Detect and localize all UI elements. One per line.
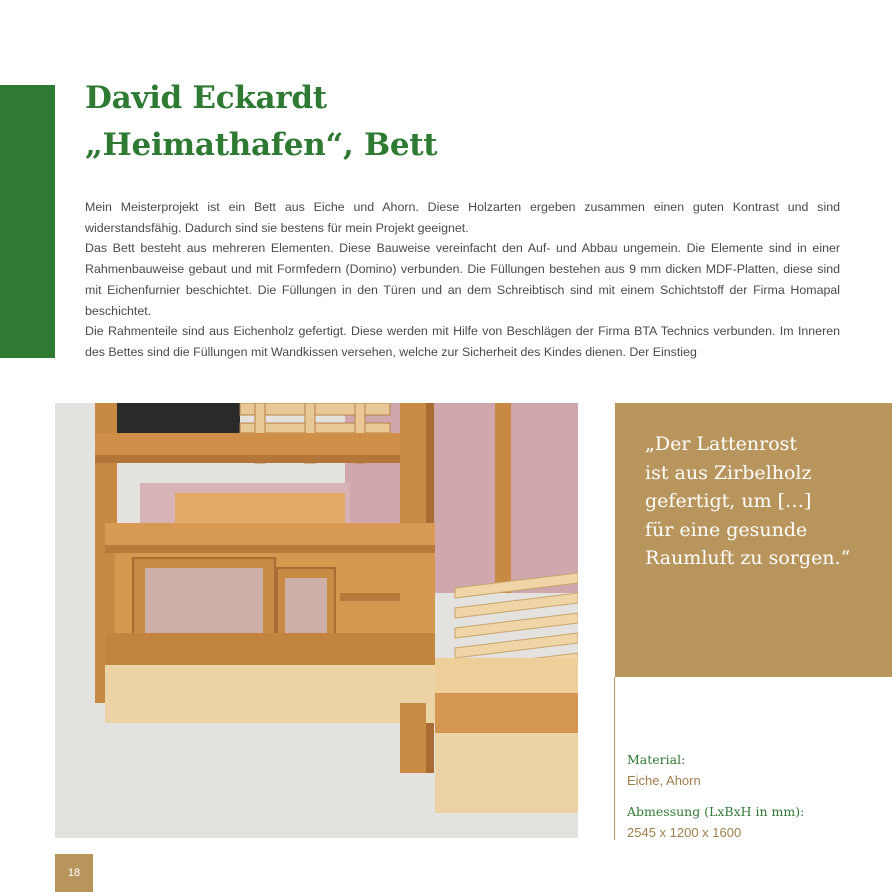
author-name: David Eckardt [85, 80, 327, 116]
project-title: „Heimathafen“, Bett [85, 127, 438, 163]
paragraph-2: Das Bett besteht aus mehreren Elementen. Diese Bauweise vereinfacht den Auf- und Abbau ungemein. Die Elemente sind in einer Rahmenbauweise gebaut und mit Formfedern (Domino) verbunden. Die Füllungen bestehen aus 9 mm dicken MDF-Platten, diese sind mit Eichenfurnier beschichtet. Die Füllungen in den Türen und an dem Schreibtisch sind mit einem Schichtstoff der Firma Homapal beschichtet. [85, 241, 840, 318]
body-text [85, 197, 840, 363]
paragraph-3: Die Rahmenteile sind aus Eichenholz gefertigt. Diese werden mit Hilfe von Beschlägen der Firma BTA Technics verbunden. Im Inneren des Bettes sind die Füllungen mit Wandkissen versehen, welche zur Sicherheit des Kindes dienen. Der Einstieg [85, 324, 840, 359]
pull-quote-box [615, 403, 892, 677]
pull-quote-text: „Der Lattenrost ist aus Zirbelholz gefertigt, um […] für eine gesunde Raumluft zu sorgen.“ [645, 433, 851, 569]
material-value: Eiche, Ahorn [627, 773, 701, 788]
dimension-label: Abmessung (LxBxH in mm): [627, 804, 805, 819]
paragraph-1: Mein Meisterprojekt ist ein Bett aus Eiche und Ahorn. Diese Holzarten ergeben zusammen einen guten Kontrast und sind widerstandsfähig. Dadurch sind sie bestens für mein Projekt geeignet. [85, 200, 840, 235]
page-number: 18 [55, 854, 93, 892]
spec-divider [614, 677, 615, 840]
accent-bar [0, 85, 55, 358]
dimension-value: 2545 x 1200 x 1600 [627, 825, 742, 840]
bed-photo [55, 403, 578, 838]
material-label: Material: [627, 752, 686, 767]
